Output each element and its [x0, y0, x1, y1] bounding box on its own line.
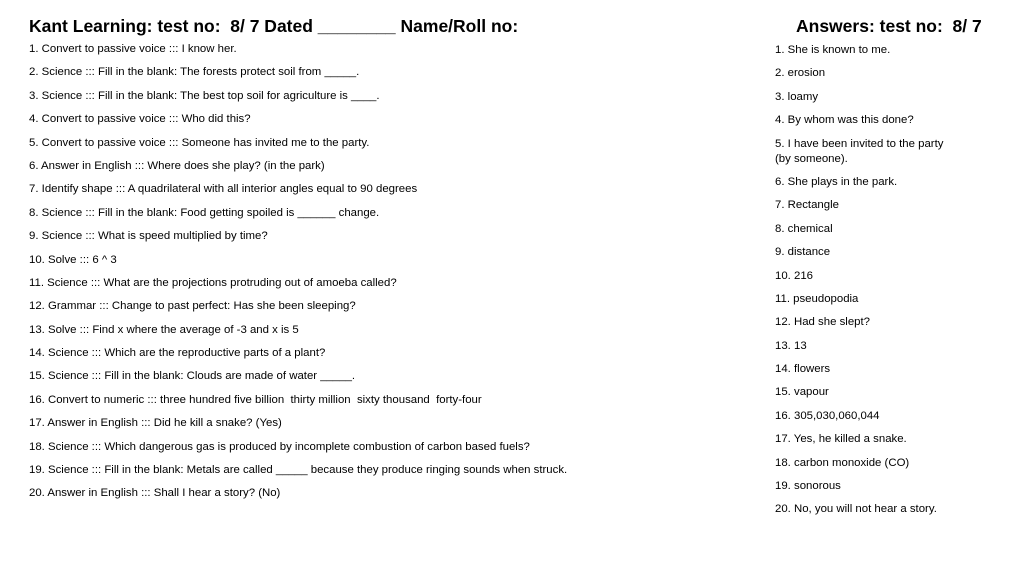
question-item: 8. Science ::: Fill in the blank: Food getting spoiled is ______ change.: [29, 206, 380, 219]
question-list: [29, 43, 567, 511]
answer-item: 4. By whom was this done?: [775, 114, 914, 127]
answer-item: 18. carbon monoxide (CO): [775, 456, 910, 469]
answer-item: 5. I have been invited to the party (by someone).: [775, 137, 944, 165]
question-item: 19. Science ::: Fill in the blank: Metals are called _____ because they produce ringing sounds when struck.: [29, 464, 568, 477]
question-item: 10. Solve ::: 6 ^ 3: [29, 253, 117, 266]
question-item: 15. Science ::: Fill in the blank: Clouds are made of water _____.: [29, 370, 356, 383]
answer-item: 2. erosion: [775, 67, 826, 80]
answers-title: Answers: test no: 8/ 7: [796, 16, 982, 36]
question-item: 12. Grammar ::: Change to past perfect: Has she been sleeping?: [29, 300, 356, 313]
question-item: 16. Convert to numeric ::: three hundred five billion thirty million sixty thousand forty-four: [29, 393, 482, 406]
question-item: 17. Answer in English ::: Did he kill a snake? (Yes): [29, 417, 282, 430]
question-item: 18. Science ::: Which dangerous gas is produced by incomplete combustion of carbon based fuels?: [29, 440, 530, 453]
question-item: 20. Answer in English ::: Shall I hear a story? (No): [29, 487, 281, 500]
answer-item: 14. flowers: [775, 363, 831, 376]
answer-item: 11. pseudopodia: [775, 292, 859, 305]
answer-item: 17. Yes, he killed a snake.: [775, 433, 907, 446]
question-item: 3. Science ::: Fill in the blank: The best top soil for agriculture is ____.: [29, 89, 380, 102]
answer-item: 12. Had she slept?: [775, 316, 870, 329]
question-item: 5. Convert to passive voice ::: Someone has invited me to the party.: [29, 136, 370, 149]
answer-item: 7. Rectangle: [775, 199, 839, 212]
question-item: 11. Science ::: What are the projections protruding out of amoeba called?: [29, 276, 397, 289]
answer-item: 3. loamy: [775, 90, 819, 103]
test-title: Kant Learning: test no: 8/ 7 Dated ________ Name/Roll no:: [29, 16, 519, 36]
question-item: 6. Answer in English ::: Where does she play? (in the park): [29, 159, 325, 172]
answer-item: 19. sonorous: [775, 480, 841, 493]
question-item: 13. Solve ::: Find x where the average of -3 and x is 5: [29, 323, 299, 336]
answer-item: 8. chemical: [775, 222, 833, 235]
question-item: 4. Convert to passive voice ::: Who did this?: [29, 113, 251, 126]
answer-item: 1. She is known to me.: [775, 44, 891, 56]
question-item: 2. Science ::: Fill in the blank: The forests protect soil from _____.: [29, 66, 360, 79]
question-item: 1. Convert to passive voice ::: I know her.: [29, 43, 237, 55]
answer-item: 10. 216: [775, 269, 814, 282]
question-item: 9. Science ::: What is speed multiplied by time?: [29, 230, 268, 243]
answer-item: 16. 305,030,060,044: [775, 409, 880, 422]
answer-item: 20. No, you will not hear a story.: [775, 503, 937, 516]
answer-list: [775, 43, 975, 526]
answer-item: 9. distance: [775, 246, 831, 259]
answer-item: 15. vapour: [775, 386, 829, 399]
question-item: 7. Identify shape ::: A quadrilateral with all interior angles equal to 90 degrees: [29, 183, 418, 196]
answer-item: 6. She plays in the park.: [775, 175, 898, 188]
question-item: 14. Science ::: Which are the reproductive parts of a plant?: [29, 347, 326, 360]
answer-item: 13. 13: [775, 339, 807, 352]
